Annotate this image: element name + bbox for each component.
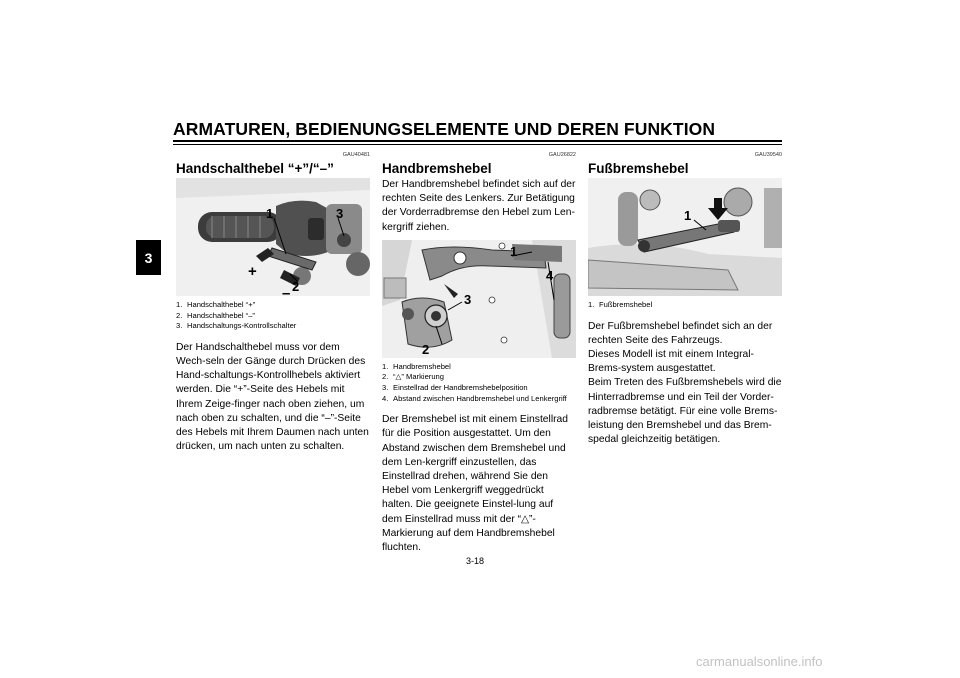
caption-list — [588, 300, 782, 311]
paragraph: Der Bremshebel ist mit einem Einstellrad für die Position ausgestattet. Um den Abstand zwischen dem Bremshebel und dem Len-kergriff einzustellen, das Einstellrad drehen, während Sie den Hebel vom Lenkergriff weggedrückt halten. Die geeignete Einstel-lung auf dem Einstellrad muss mit der “△”-Markierung auf dem Handbremshebel fluchten. — [382, 414, 568, 554]
caption-text: Fußbremshebel — [599, 300, 653, 309]
title-rule — [173, 140, 782, 142]
figure-label: 1 — [510, 243, 518, 259]
paragraph: Dieses Modell ist mit einem Integral-Brems-system ausgestattet. — [588, 349, 754, 375]
caption-text: “△” Markierung — [393, 372, 444, 382]
caption-number: 4. — [382, 393, 389, 403]
chapter-tab — [136, 240, 161, 275]
caption-item — [382, 394, 576, 405]
caption-list — [382, 362, 576, 404]
section-code: GAU39540 — [754, 152, 782, 158]
caption-text: Abstand zwischen Handbremshebel und Lenkergriff — [393, 393, 567, 403]
caption-item — [382, 372, 576, 383]
figure-label: – — [282, 285, 291, 296]
section-foot-brake — [588, 152, 782, 447]
section-body — [176, 341, 370, 455]
caption-text: Handbremshebel — [393, 361, 451, 371]
caption-item — [382, 383, 576, 394]
brake-lever-illustration — [382, 240, 576, 358]
section-body — [588, 320, 782, 448]
paragraph: Beim Treten des Fußbremshebels wird die Hinterradbremse und ein Teil der Vorder-radbremse betätigt. Für eine volle Brems-leistung den Bremshebel und das Brem-spedal gleichzeitig betätigen. — [588, 377, 782, 446]
section-shift-lever — [176, 152, 370, 454]
caption-number: 1. — [176, 300, 183, 309]
foot-brake-illustration — [588, 178, 782, 296]
section-intro — [382, 178, 576, 235]
paragraph: Der Fußbremshebel befindet sich an der rechten Seite des Fahrzeugs. — [588, 320, 773, 346]
chapter-tab-number: 3 — [144, 249, 153, 266]
caption-text: Einstellrad der Handbremshebelposition — [393, 383, 528, 392]
caption-number: 1. — [588, 300, 595, 309]
caption-number: 1. — [382, 361, 389, 371]
handlebar-shift-illustration — [176, 178, 370, 296]
figure-label: 2 — [422, 341, 430, 357]
figure-label: 1 — [684, 208, 692, 223]
figure-handlebar-shift — [176, 178, 370, 296]
figure-label: 3 — [464, 291, 472, 307]
section-heading: Fußbremshebel — [588, 161, 689, 176]
paragraph: Der Handschalthebel muss vor dem Wech-seln der Gänge durch Drücken des Hand-schaltungs-Kontrollhebels aktiviert werden. Die “+”-Seite des Hebels mit Ihrem Zeige-finger nach oben ziehen, um nach oben zu schalten, und die “–”-Seite des Hebels mit Ihrem Daumen nach unten drücken, um nach unten zu schalten. — [176, 341, 369, 453]
caption-item — [176, 321, 370, 332]
page-number: 3-18 — [466, 556, 485, 566]
caption-number: 3. — [382, 383, 389, 392]
caption-item — [382, 362, 576, 373]
page-title: ARMATUREN, BEDIENUNGSELEMENTE UND DEREN FUNKTION — [173, 119, 716, 139]
section-code: GAU26822 — [548, 152, 576, 158]
paragraph: Der Handbremshebel befindet sich auf der rechten Seite des Lenkers. Zur Betätigung der Vorderradbremse den Hebel zum Len-kergriff ziehen. — [382, 179, 576, 233]
section-code: GAU40481 — [342, 152, 370, 158]
section-heading: Handschalthebel “+”/“–” — [176, 161, 334, 176]
caption-text: Handschaltungs-Kontrollschalter — [187, 321, 297, 331]
caption-item — [588, 300, 782, 311]
caption-item — [176, 311, 370, 322]
figure-label: 1 — [266, 206, 274, 221]
caption-item — [176, 300, 370, 311]
watermark: carmanualsonline.info — [696, 654, 823, 669]
figure-label: + — [248, 263, 257, 280]
section-hand-brake — [382, 152, 576, 555]
caption-number: 2. — [382, 372, 389, 382]
figure-label: 4 — [546, 267, 554, 283]
figure-foot-brake-pedal — [588, 178, 782, 296]
figure-label: 3 — [336, 206, 344, 221]
caption-text: Handschalthebel “+” — [187, 300, 256, 309]
section-body — [382, 413, 576, 555]
figure-hand-brake-lever — [382, 240, 576, 358]
caption-text: Handschalthebel “–” — [187, 310, 255, 320]
figure-label: 2 — [292, 279, 300, 294]
caption-list — [176, 300, 370, 332]
title-rule-thin — [173, 144, 782, 145]
section-heading: Handbremshebel — [382, 161, 492, 176]
caption-number: 2. — [176, 310, 183, 320]
caption-number: 3. — [176, 321, 183, 331]
